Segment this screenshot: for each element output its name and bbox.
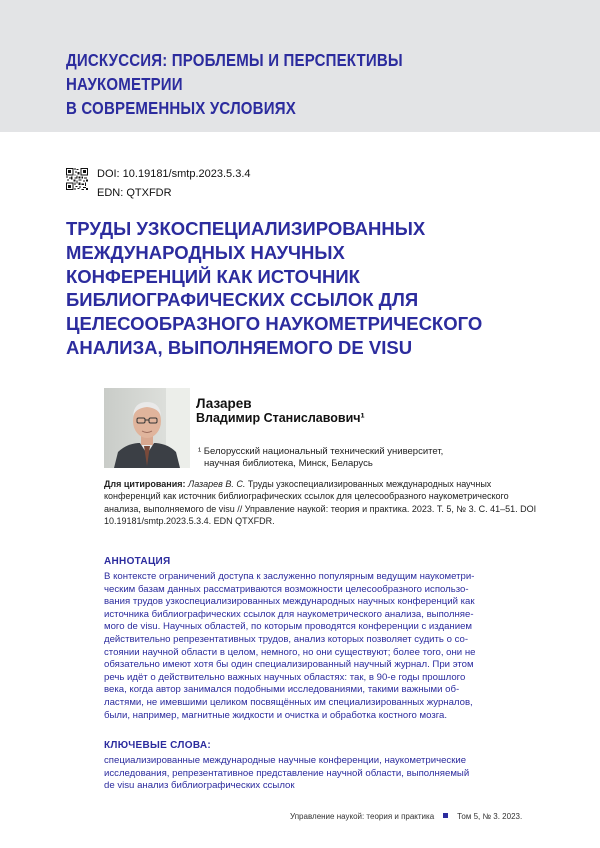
footer-journal: Управление наукой: теория и практика <box>290 812 435 821</box>
section-title <box>66 48 479 120</box>
citation-label: Для цитирования: <box>104 479 186 489</box>
abstract-line: источника библиографических ссылок для наукометрического анализа, выполняе- <box>104 608 474 620</box>
citation-author: Лазарев В. С. <box>188 479 246 489</box>
abstract-line: вания трудов узкоспециализированных международных научных конференций как <box>104 596 475 608</box>
article-title <box>66 217 546 360</box>
abstract-line: стоянии научной области в целом, немного, но они существуют; более того, они не <box>104 646 476 658</box>
section-title-line-2: В СОВРЕМЕННЫХ УСЛОВИЯХ <box>66 98 296 118</box>
abstract-line: обязательно имеют хотя бы один специализированный научный журнал. При этом <box>104 659 474 671</box>
article-title-line: МЕЖДУНАРОДНЫХ НАУЧНЫХ <box>66 241 345 263</box>
keywords-body <box>104 755 540 793</box>
article-title-line: БИБЛИОГРАФИЧЕСКИХ ССЫЛОК ДЛЯ <box>66 289 419 311</box>
square-bullet-icon <box>443 813 448 818</box>
keywords-heading: КЛЮЧЕВЫЕ СЛОВА: <box>104 740 211 751</box>
page-footer <box>290 812 522 821</box>
abstract-line: были, например, магнитные жидкости и очистка и обработка костного мозга. <box>104 709 448 721</box>
author-surname: Лазарев <box>196 396 252 411</box>
abstract-body <box>104 571 540 722</box>
author-affiliation: ¹ Белорусский национальный технический университет, <box>198 446 444 457</box>
abstract-line: ластями, не имевшими целиком посвящённых им специализированных журналов, <box>104 696 473 708</box>
abstract-heading: АННОТАЦИЯ <box>104 556 171 567</box>
qr-code-icon <box>66 168 88 190</box>
section-title-line-1: ДИСКУССИЯ: ПРОБЛЕМЫ И ПЕРСПЕКТИВЫ НАУКОМЕТРИИ <box>66 50 403 94</box>
keywords-line: исследования, репрезентативное представление научной области, выполняемый <box>104 767 470 779</box>
abstract-line: речь идёт о действительно важных научных областях: так, в 90-е годы прошлого <box>104 671 466 683</box>
article-title-line: КОНФЕРЕНЦИЙ КАК ИСТОЧНИК <box>66 265 360 287</box>
abstract-line: века, когда автор занимался подобными исследованиями, такими важными об- <box>104 684 460 696</box>
abstract-line: В контексте ограничений доступа к заслуженно популярным ведущим наукометри- <box>104 571 475 582</box>
article-title-line: ЦЕЛЕСООБРАЗНОГО НАУКОМЕТРИЧЕСКОГО <box>66 313 483 335</box>
author-affiliation-cont: научная библиотека, Минск, Беларусь <box>204 458 373 469</box>
abstract-line: ческим базам данных рассматриваются возможности целесообразного использо- <box>104 583 469 595</box>
abstract-line: действительно репрезентативных трудов, анализ которых позволяет судить о со- <box>104 633 469 645</box>
keywords-line: специализированные международные научные конференции, наукометрические <box>104 755 467 766</box>
footer-issue: Том 5, № 3. 2023. <box>457 812 523 821</box>
citation-text: Труды узкоспециализированных международных научных конференций как источник библиографических ссылок для целесообразного наукометрического анализа, выполняемого de visu // Управление наукой: теория и практика. 2023. Т. 5, № 3. С. 41–51. DOI 10.19181/smtp.2023.5.3.4. EDN QTXFDR. <box>104 479 537 527</box>
abstract-line: мого de visu. Научных областей, по которым проводятся конференции с изданием <box>104 621 472 633</box>
citation-block <box>104 478 542 528</box>
article-title-line: АНАЛИЗА, ВЫПОЛНЯЕМОГО DE VISU <box>66 336 413 358</box>
article-title-line: ТРУДЫ УЗКОСПЕЦИАЛИЗИРОВАННЫХ <box>66 218 426 239</box>
author-photo <box>104 388 190 468</box>
doi[interactable]: DOI: 10.19181/smtp.2023.5.3.4 <box>97 168 251 180</box>
edn: EDN: QTXFDR <box>97 187 172 199</box>
keywords-line: de visu анализ библиографических ссылок <box>104 780 295 792</box>
author-given-name: Владимир Станиславович¹ <box>196 411 365 425</box>
